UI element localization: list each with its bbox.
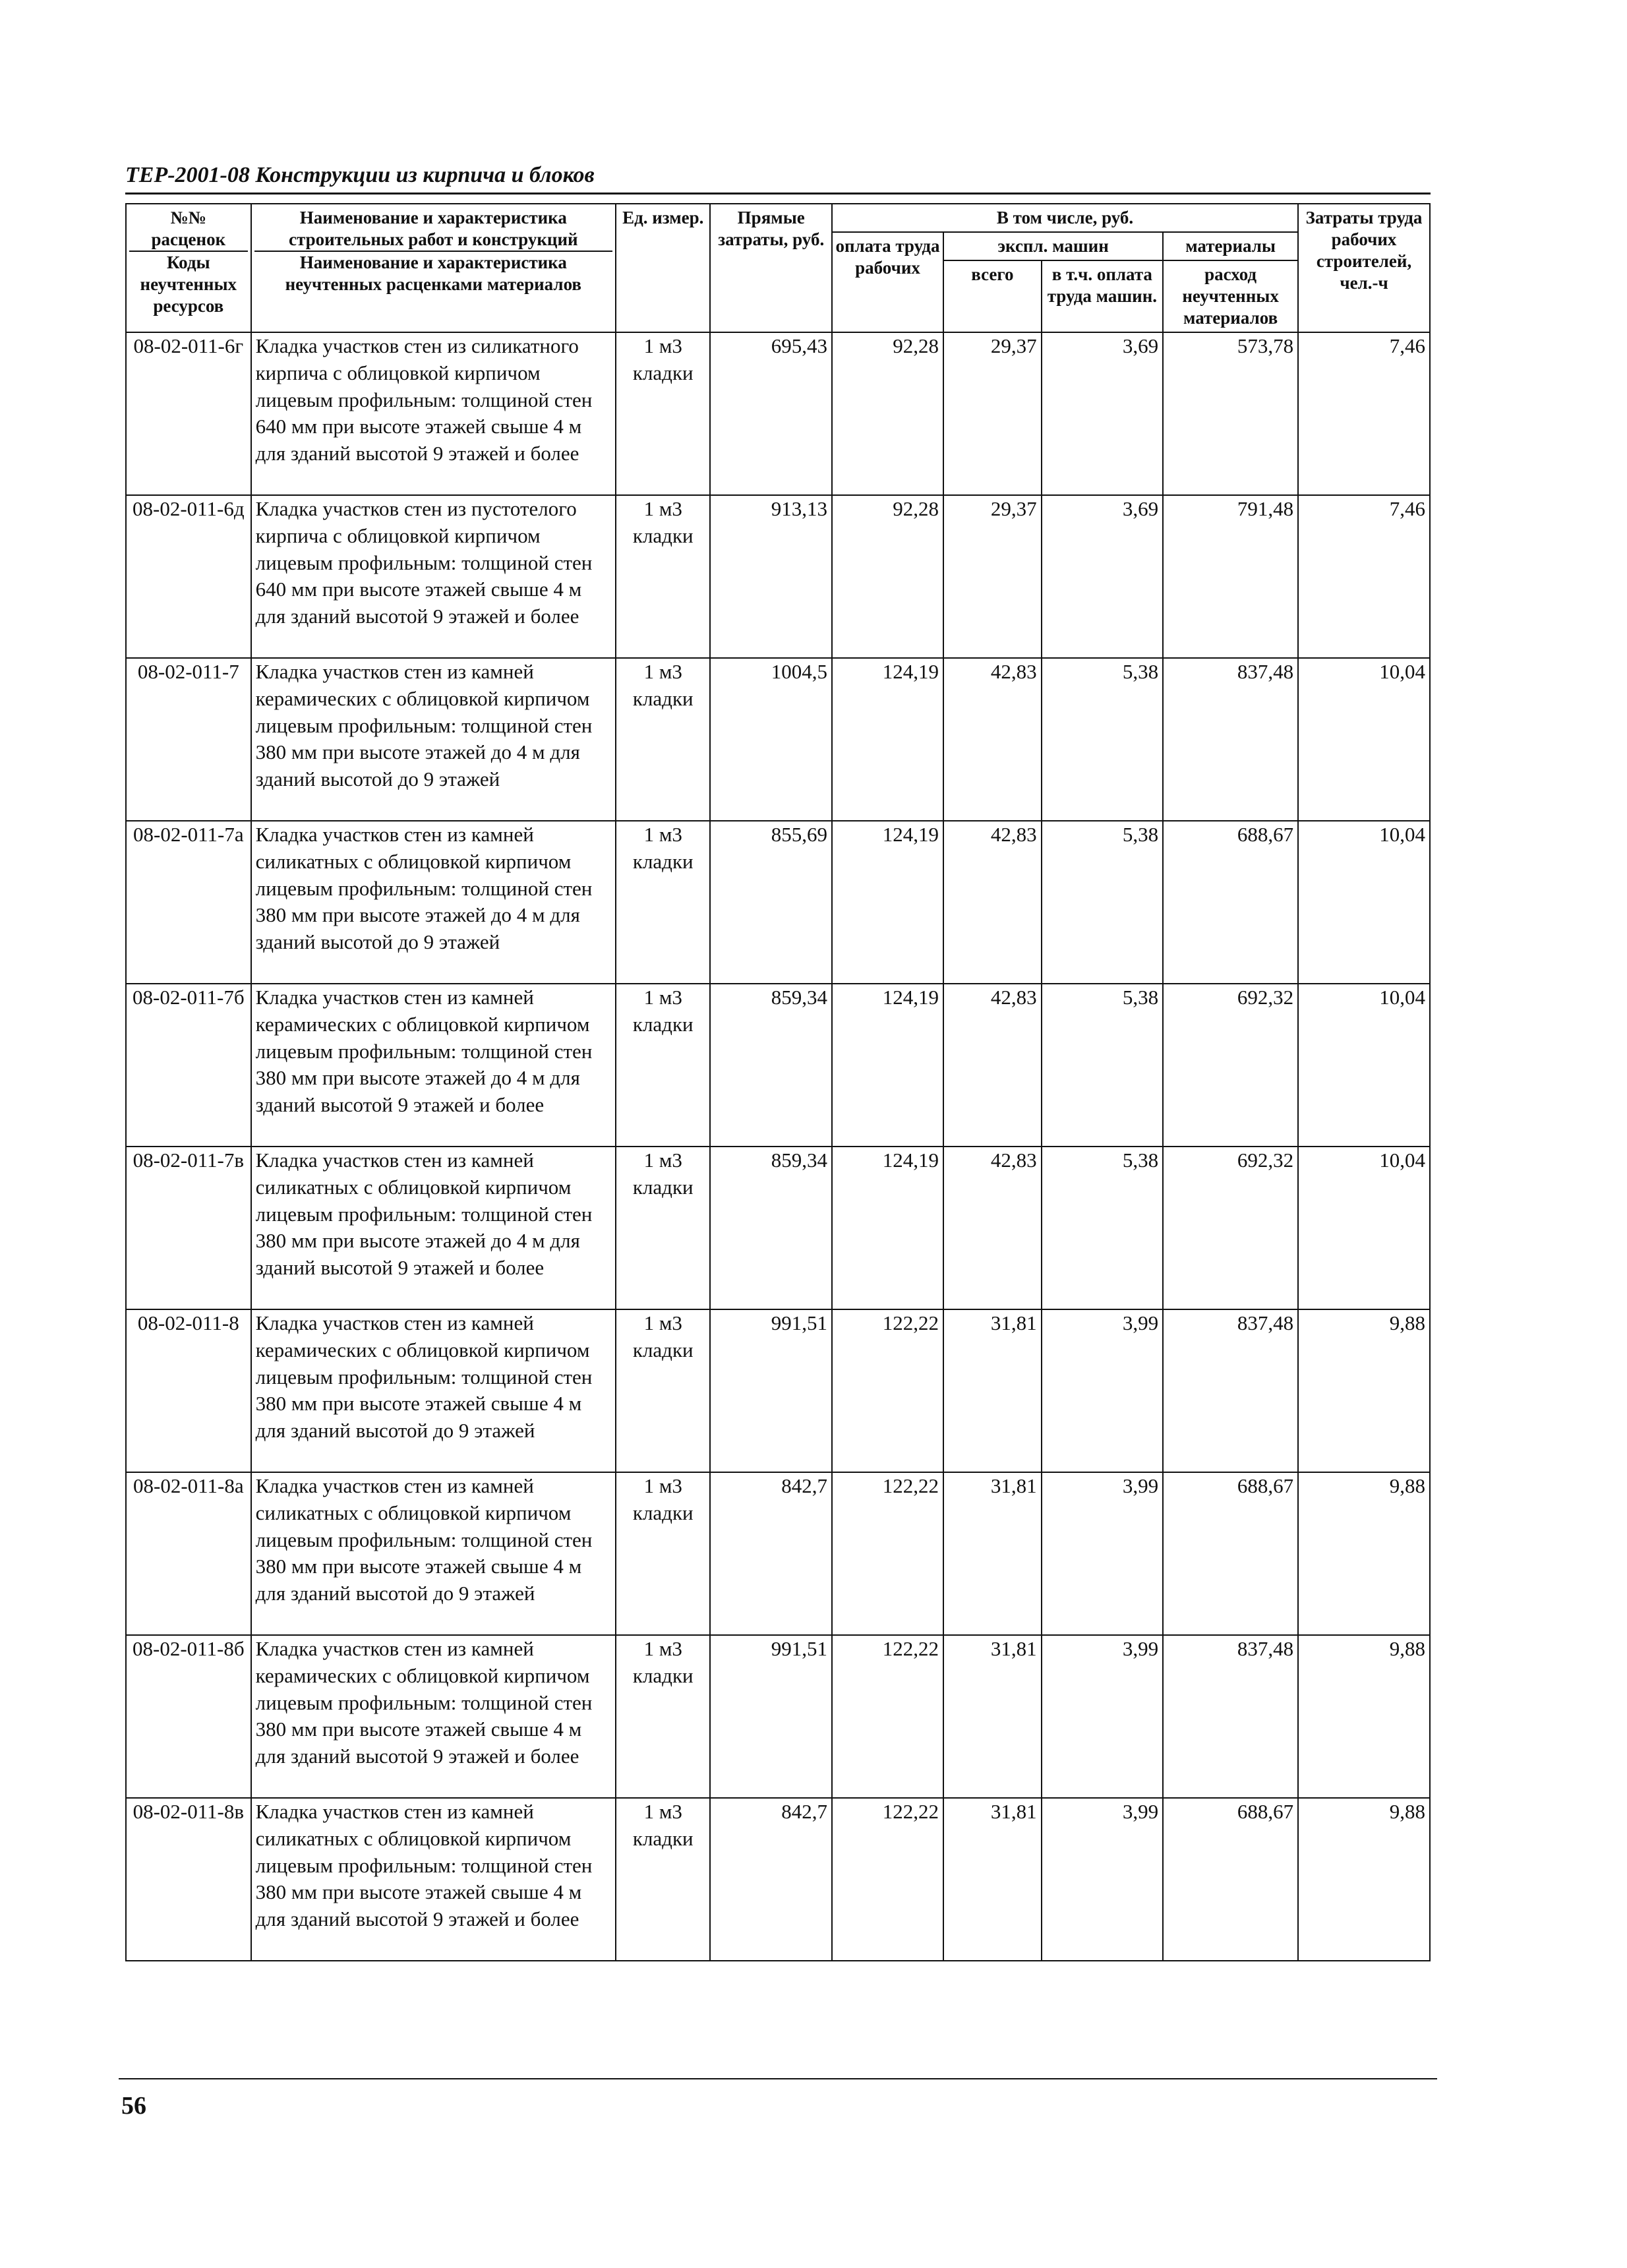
machines-total: 42,83 — [943, 821, 1042, 984]
rate-code: 08-02-011-7а — [126, 821, 251, 984]
machinist-pay: 3,69 — [1042, 495, 1163, 658]
labor-hours: 10,04 — [1298, 984, 1430, 1147]
table-header — [126, 204, 1430, 332]
direct-costs: 842,7 — [710, 1472, 831, 1635]
worker-pay: 92,28 — [832, 495, 943, 658]
direct-costs: 855,69 — [710, 821, 831, 984]
table-body — [126, 332, 1430, 1961]
machinist-pay: 5,38 — [1042, 658, 1163, 821]
header-labor: Затраты труда рабочих строителей, чел.-ч — [1298, 204, 1430, 332]
table-row — [126, 1798, 1430, 1961]
machines-total: 29,37 — [943, 495, 1042, 658]
header-code-line1: №№ — [170, 208, 206, 227]
worker-pay: 122,22 — [832, 1309, 943, 1472]
worker-pay: 124,19 — [832, 1147, 943, 1309]
header-machines: экспл. машин — [943, 232, 1163, 260]
unit-of-measure: 1 м3 кладки — [616, 1798, 710, 1961]
header-group: В том числе, руб. — [832, 204, 1298, 232]
direct-costs: 913,13 — [710, 495, 831, 658]
machines-total: 31,81 — [943, 1472, 1042, 1635]
unit-of-measure: 1 м3 кладки — [616, 1635, 710, 1798]
labor-hours: 10,04 — [1298, 1147, 1430, 1309]
table-row — [126, 1147, 1430, 1309]
machinist-pay: 3,69 — [1042, 332, 1163, 495]
work-description: Кладка участков стен из пустотелого кирпича с облицовкой кирпичом лицевым профильным: толщиной стен 640 мм при высоте этажей свыше 4 м для зданий высотой 9 этажей и более — [251, 495, 616, 658]
labor-hours: 10,04 — [1298, 821, 1430, 984]
header-unit: Ед. измер. — [616, 204, 710, 332]
labor-hours: 7,46 — [1298, 495, 1430, 658]
materials-cost: 837,48 — [1163, 1309, 1298, 1472]
table-row — [126, 332, 1430, 495]
machinist-pay: 5,38 — [1042, 984, 1163, 1147]
labor-hours: 9,88 — [1298, 1798, 1430, 1961]
machines-total: 31,81 — [943, 1798, 1042, 1961]
header-code-line3: Коды неучтенных ресурсов — [140, 253, 237, 316]
materials-cost: 791,48 — [1163, 495, 1298, 658]
machinist-pay: 3,99 — [1042, 1798, 1163, 1961]
worker-pay: 124,19 — [832, 821, 943, 984]
labor-hours: 9,88 — [1298, 1309, 1430, 1472]
direct-costs: 695,43 — [710, 332, 831, 495]
work-description: Кладка участков стен из камней керамических с облицовкой кирпичом лицевым профильным: толщиной стен 380 мм при высоте этажей до 4 м для зданий высотой до 9 этажей — [251, 658, 616, 821]
materials-cost: 573,78 — [1163, 332, 1298, 495]
direct-costs: 859,34 — [710, 984, 831, 1147]
labor-hours: 9,88 — [1298, 1472, 1430, 1635]
unit-of-measure: 1 м3 кладки — [616, 332, 710, 495]
machinist-pay: 5,38 — [1042, 821, 1163, 984]
header-pay: оплата труда рабочих — [832, 232, 943, 332]
machines-total: 31,81 — [943, 1309, 1042, 1472]
materials-cost: 688,67 — [1163, 821, 1298, 984]
unit-of-measure: 1 м3 кладки — [616, 658, 710, 821]
rates-table — [125, 203, 1431, 1961]
work-description: Кладка участков стен из силикатного кирпича с облицовкой кирпичом лицевым профильным: толщиной стен 640 мм при высоте этажей свыше 4 м для зданий высотой 9 этажей и более — [251, 332, 616, 495]
materials-cost: 692,32 — [1163, 1147, 1298, 1309]
worker-pay: 92,28 — [832, 332, 943, 495]
header-materials: материалы — [1163, 232, 1298, 260]
table-row — [126, 984, 1430, 1147]
direct-costs: 991,51 — [710, 1309, 831, 1472]
direct-costs: 991,51 — [710, 1635, 831, 1798]
work-description: Кладка участков стен из камней силикатных с облицовкой кирпичом лицевым профильным: толщиной стен 380 мм при высоте этажей до 4 м для зданий высотой до 9 этажей — [251, 821, 616, 984]
table-row — [126, 658, 1430, 821]
machines-total: 42,83 — [943, 984, 1042, 1147]
unit-of-measure: 1 м3 кладки — [616, 1472, 710, 1635]
header-name — [251, 204, 616, 332]
machinist-pay: 3,99 — [1042, 1309, 1163, 1472]
worker-pay: 122,22 — [832, 1635, 943, 1798]
header-name-line2: Наименование и характеристика неучтенных расценками материалов — [285, 253, 581, 294]
rate-code: 08-02-011-7в — [126, 1147, 251, 1309]
header-rule — [125, 193, 1431, 194]
machines-total: 42,83 — [943, 1147, 1042, 1309]
unit-of-measure: 1 м3 кладки — [616, 1147, 710, 1309]
rate-code: 08-02-011-7б — [126, 984, 251, 1147]
materials-cost: 837,48 — [1163, 1635, 1298, 1798]
rate-code: 08-02-011-8в — [126, 1798, 251, 1961]
unit-of-measure: 1 м3 кладки — [616, 1309, 710, 1472]
machines-total: 42,83 — [943, 658, 1042, 821]
header-machines-total: всего — [943, 260, 1042, 332]
machines-total: 31,81 — [943, 1635, 1042, 1798]
labor-hours: 9,88 — [1298, 1635, 1430, 1798]
work-description: Кладка участков стен из камней силикатных с облицовкой кирпичом лицевым профильным: толщиной стен 380 мм при высоте этажей свыше 4 м для зданий высотой до 9 этажей — [251, 1472, 616, 1635]
rate-code: 08-02-011-6г — [126, 332, 251, 495]
direct-costs: 1004,5 — [710, 658, 831, 821]
work-description: Кладка участков стен из камней силикатных с облицовкой кирпичом лицевым профильным: толщиной стен 380 мм при высоте этажей до 4 м для зданий высотой 9 этажей и более — [251, 1147, 616, 1309]
footer-rule — [119, 2078, 1437, 2079]
rate-code: 08-02-011-8б — [126, 1635, 251, 1798]
worker-pay: 122,22 — [832, 1472, 943, 1635]
machinist-pay: 3,99 — [1042, 1635, 1163, 1798]
machinist-pay: 5,38 — [1042, 1147, 1163, 1309]
direct-costs: 859,34 — [710, 1147, 831, 1309]
materials-cost: 692,32 — [1163, 984, 1298, 1147]
page-number: 56 — [121, 2092, 146, 2120]
rate-code: 08-02-011-7 — [126, 658, 251, 821]
work-description: Кладка участков стен из камней керамических с облицовкой кирпичом лицевым профильным: толщиной стен 380 мм при высоте этажей свыше 4 м для зданий высотой до 9 этажей — [251, 1309, 616, 1472]
unit-of-measure: 1 м3 кладки — [616, 821, 710, 984]
header-machines-incl: в т.ч. оплата труда машин. — [1042, 260, 1163, 332]
materials-cost: 837,48 — [1163, 658, 1298, 821]
header-code — [126, 204, 251, 332]
unit-of-measure: 1 м3 кладки — [616, 495, 710, 658]
header-materials-sub: расход неучтенных материалов — [1163, 260, 1298, 332]
labor-hours: 7,46 — [1298, 332, 1430, 495]
table-row — [126, 821, 1430, 984]
labor-hours: 10,04 — [1298, 658, 1430, 821]
table-row — [126, 1309, 1430, 1472]
worker-pay: 124,19 — [832, 658, 943, 821]
worker-pay: 122,22 — [832, 1798, 943, 1961]
table-row — [126, 1472, 1430, 1635]
materials-cost: 688,67 — [1163, 1798, 1298, 1961]
header-name-line1: Наименование и характеристика строительных работ и конструкций — [254, 207, 612, 252]
materials-cost: 688,67 — [1163, 1472, 1298, 1635]
work-description: Кладка участков стен из камней силикатных с облицовкой кирпичом лицевым профильным: толщиной стен 380 мм при высоте этажей свыше 4 м для зданий высотой 9 этажей и более — [251, 1798, 616, 1961]
rate-code: 08-02-011-8 — [126, 1309, 251, 1472]
direct-costs: 842,7 — [710, 1798, 831, 1961]
machines-total: 29,37 — [943, 332, 1042, 495]
work-description: Кладка участков стен из камней керамических с облицовкой кирпичом лицевым профильным: толщиной стен 380 мм при высоте этажей свыше 4 м для зданий высотой 9 этажей и более — [251, 1635, 616, 1798]
work-description: Кладка участков стен из камней керамических с облицовкой кирпичом лицевым профильным: толщиной стен 380 мм при высоте этажей до 4 м для зданий высотой 9 этажей и более — [251, 984, 616, 1147]
unit-of-measure: 1 м3 кладки — [616, 984, 710, 1147]
header-direct: Прямые затраты, руб. — [710, 204, 831, 332]
worker-pay: 124,19 — [832, 984, 943, 1147]
header-code-line2: расценок — [129, 229, 248, 252]
machinist-pay: 3,99 — [1042, 1472, 1163, 1635]
rate-code: 08-02-011-8а — [126, 1472, 251, 1635]
table-row — [126, 495, 1430, 658]
rate-code: 08-02-011-6д — [126, 495, 251, 658]
table-row — [126, 1635, 1430, 1798]
page-header: ТЕР-2001-08 Конструкции из кирпича и блоков — [125, 163, 595, 187]
